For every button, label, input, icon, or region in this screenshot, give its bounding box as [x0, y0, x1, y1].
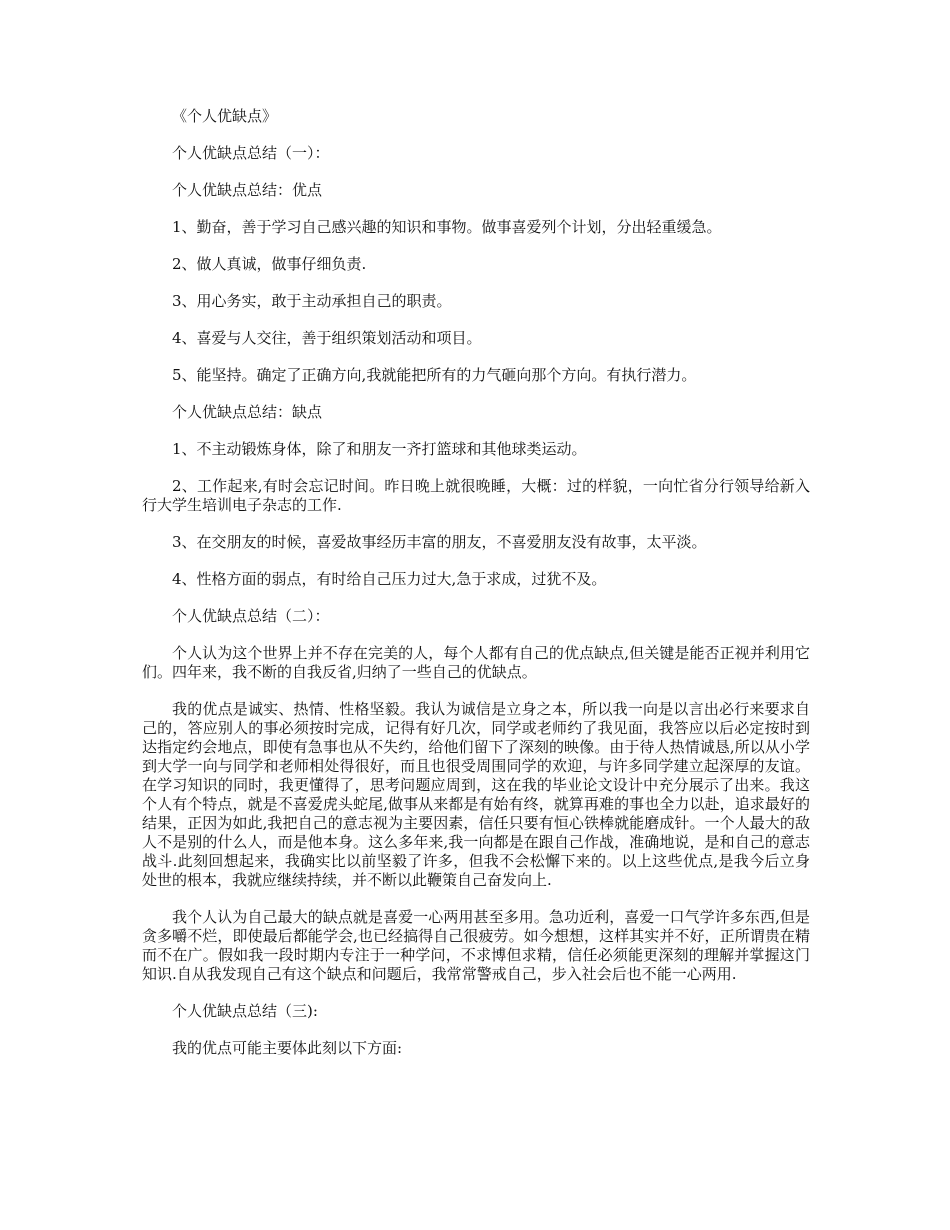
weakness-item-1: 1、不主动锻炼身体，除了和朋友一齐打篮球和其他球类运动。	[172, 440, 587, 458]
section-heading-one: 个人优缺点总结（一）：	[172, 144, 330, 162]
weakness-item-2: 2、工作起来,有时会忘记时间。昨日晚上就很晚睡，大概：过的样貌，一向忙省分行领导给新入行大学生培训电子杂志的工作.	[142, 477, 810, 514]
document-body	[142, 107, 810, 1076]
strength-item-1: 1、勤奋，善于学习自己感兴趣的知识和事物。做事喜爱列个计划，分出轻重缓急。	[172, 218, 722, 236]
strength-item-5: 5、能坚持。确定了正确方向,我就能把所有的力气砸向那个方向。有执行潜力。	[172, 366, 697, 384]
body-paragraph-intro: 个人认为这个世界上并不存在完美的人，每个人都有自己的优点缺点,但关键是能否正视并利用它们。四年来，我不断的自我反省,归纳了一些自己的优缺点。	[142, 644, 810, 681]
strength-item-4: 4、喜爱与人交往，善于组织策划活动和项目。	[172, 329, 482, 347]
section-heading-three: 个人优缺点总结（三):	[172, 1002, 318, 1020]
body-paragraph-weaknesses: 我个人认为自己最大的缺点就是喜爱一心两用甚至多用。急功近利，喜爱一口气学许多东西,但是贪多嚼不烂，即使最后都能学会,也已经搞得自己很疲劳。如今想想，这样其实并不好，正所谓贵在精而不在广。假如我一段时期内专注于一种学问，不求博但求精，信任必须能更深刻的理解并掌握这门知识.自从我发现自己有这个缺点和问题后，我常常警戒自己，步入社会后也不能一心两用.	[142, 908, 810, 983]
weakness-item-4: 4、性格方面的弱点，有时给自己压力过大,急于求成，过犹不及。	[172, 570, 607, 588]
section-heading-two: 个人优缺点总结（二）：	[172, 607, 330, 625]
body-paragraph-section-three: 我的优点可能主要体此刻以下方面:	[172, 1039, 403, 1057]
subheading-weaknesses: 个人优缺点总结：缺点	[172, 403, 323, 421]
strength-item-3: 3、用心务实，敢于主动承担自己的职责。	[172, 292, 452, 310]
document-title: 《个人优缺点》	[172, 107, 278, 125]
subheading-strengths: 个人优缺点总结：优点	[172, 181, 323, 199]
body-paragraph-strengths: 我的优点是诚实、热情、性格坚毅。我认为诚信是立身之本，所以我一向是以言出必行来要求自己的，答应别人的事必须按时完成，记得有好几次，同学或老师约了我见面，我答应以后必定按时到达指定约会地点，即使有急事也从不失约，给他们留下了深刻的映像。由于待人热情诚恳,所以从小学到大学一向与同学和老师相处得很好，而且也很受周围同学的欢迎，与许多同学建立起深厚的友谊。在学习知识的同时，我更懂得了，思考问题应周到，这在我的毕业论文设计中充分展示了出来。我这个人有个特点，就是不喜爱虎头蛇尾,做事从来都是有始有终，就算再难的事也全力以赴，追求最好的结果，正因为如此,我把自己的意志视为主要因素，信任只要有恒心铁棒就能磨成针。一个人最大的敌人不是别的什么人，而是他本身。这么多年来,我一向都是在跟自己作战，准确地说，是和自己的意志战斗.此刻回想起来，我确实比以前坚毅了许多，但我不会松懈下来的。以上这些优点,是我今后立身处世的根本，我就应继续持续，并不断以此鞭策自己奋发向上.	[142, 700, 810, 889]
strength-item-2: 2、做人真诚，做事仔细负责.	[172, 255, 367, 273]
weakness-item-3: 3、在交朋友的时候，喜爱故事经历丰富的朋友，不喜爱朋友没有故事，太平淡。	[172, 533, 707, 551]
